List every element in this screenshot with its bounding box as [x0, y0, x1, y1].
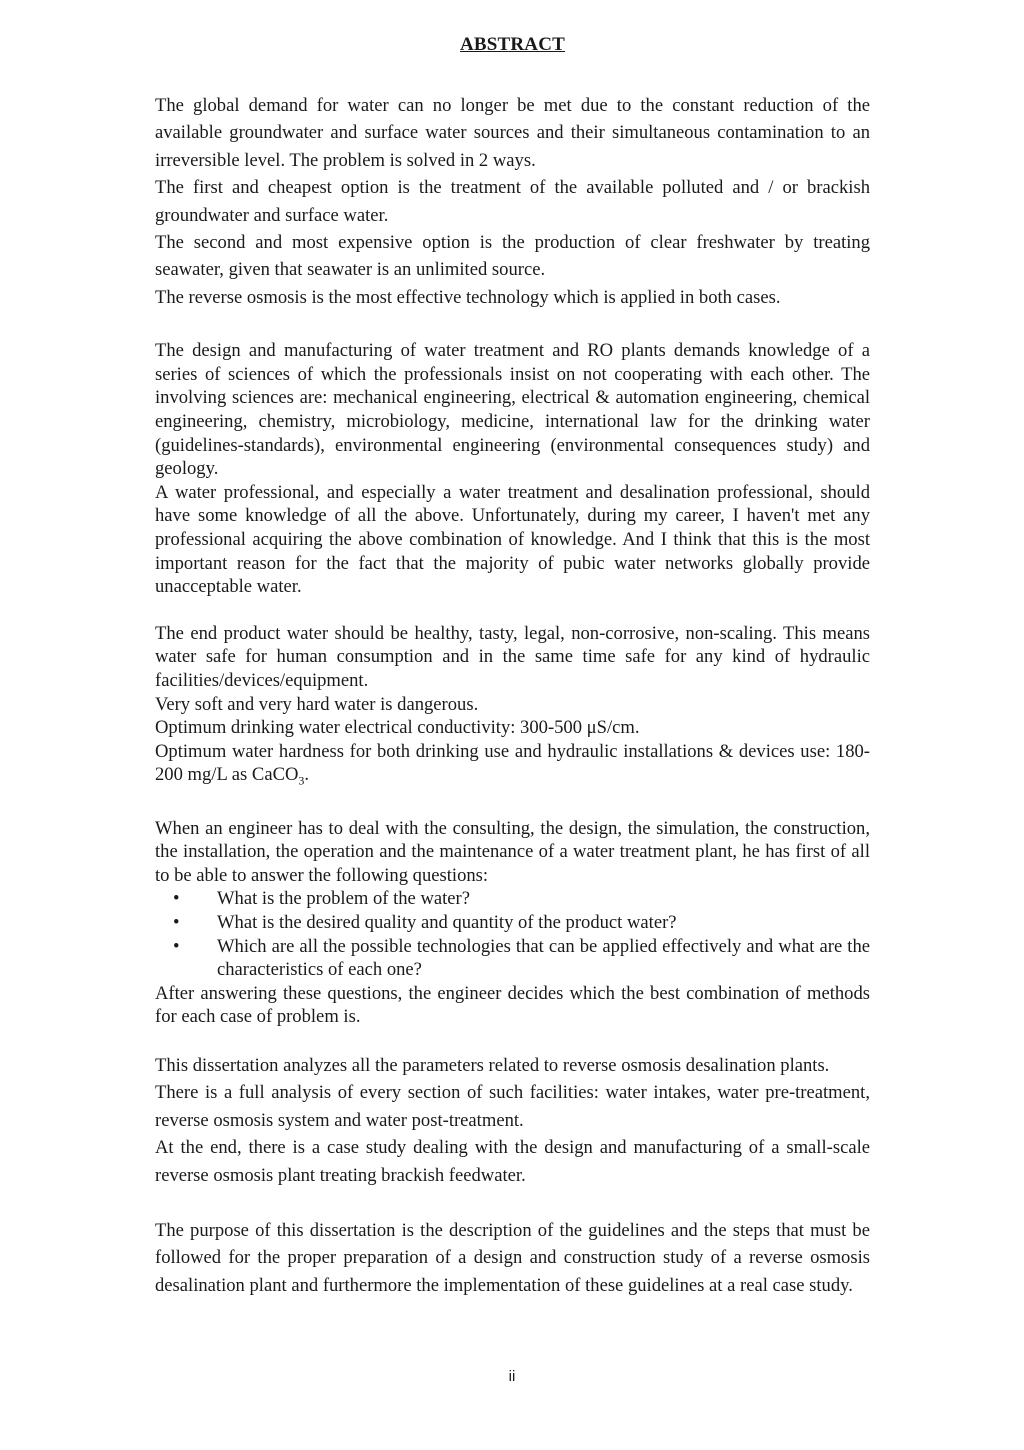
paragraph: Optimum drinking water electrical conductivity: 300-500 μS/cm.	[155, 717, 640, 739]
sciences-section	[155, 339, 870, 599]
paragraph	[155, 740, 870, 794]
list-item: • What is the desired quality and quantity of the product water?	[217, 911, 870, 935]
paragraph: When an engineer has to deal with the consulting, the design, the simulation, the construction, the installation, the operation and the maintenance of a water treatment plant, he has first of all to be able to answer the following questions:	[155, 817, 870, 886]
paragraph: The design and manufacturing of water treatment and RO plants demands knowledge of a series of sciences of which the professionals insist on not cooperating with each other. The involving sciences are: mechanical engineering, electrical & automation engineering, chemical engineering, chemistry, microbiology, medicine, international law for the drinking water (guidelines-standards), environmental engineering (environmental consequences study) and geology.	[155, 340, 870, 480]
paragraph: At the end, there is a case study dealing with the design and manufacturing of a small-scale reverse osmosis plant treating brackish feedwater.	[155, 1137, 870, 1186]
paragraph: The purpose of this dissertation is the description of the guidelines and the steps that must be followed for the proper preparation of a design and construction study of a reverse osmosis desalination plant and furthermore the implementation of these guidelines at a real case study.	[155, 1220, 870, 1296]
paragraph: After answering these questions, the engineer decides which the best combination of methods for each case of problem is.	[155, 982, 870, 1028]
paragraph: There is a full analysis of every section of such facilities: water intakes, water pre-treatment, reverse osmosis system and water post-treatment.	[155, 1082, 870, 1131]
page-number: ii	[508, 1368, 516, 1385]
paragraph: The end product water should be healthy, tasty, legal, non-corrosive, non-scaling. This means water safe for human consumption and in the same time safe for any kind of hydraulic facilities/devices/equipment.	[155, 622, 870, 691]
spacer	[155, 1029, 870, 1052]
spacer	[155, 794, 870, 817]
period: .	[304, 764, 310, 786]
paragraph: The reverse osmosis is the most effective technology which is applied in both cases.	[155, 286, 781, 308]
document-page	[155, 34, 870, 1299]
paragraph: Very soft and very hard water is dangerous.	[155, 693, 479, 715]
paragraph: The first and cheapest option is the treatment of the available polluted and / or brackish groundwater and surface water.	[155, 177, 870, 226]
engineer-questions-section	[155, 817, 870, 1029]
subscript: 3	[298, 774, 305, 789]
paragraph: The global demand for water can no longer be met due to the constant reduction of the available groundwater and surface water sources and their simultaneous contamination to an irreversible level. The problem is solved in 2 ways.	[155, 95, 870, 171]
purpose-section	[155, 1217, 870, 1299]
spacer	[155, 311, 870, 339]
intro-section	[155, 92, 870, 311]
page-title: ABSTRACT	[459, 34, 566, 55]
product-water-section	[155, 622, 870, 794]
list-item: • Which are all the possible technologies that can be applied effectively and what are the characteristics of each one?	[217, 935, 870, 982]
dissertation-section	[155, 1052, 870, 1189]
paragraph: A water professional, and especially a water treatment and desalination professional, should have some knowledge of all the above. Unfortunately, during my career, I haven't met any professional acquiring the above combination of knowledge. And I think that this is the most important reason for the fact that the majority of pubic water networks globally provide unacceptable water.	[155, 481, 870, 598]
paragraph: This dissertation analyzes all the parameters related to reverse osmosis desalination plants.	[155, 1055, 830, 1076]
spacer	[155, 599, 870, 622]
hardness-text: Optimum water hardness for both drinking use and hydraulic installations & devices use: 180-200 mg/L as CaCO	[155, 740, 870, 786]
spacer	[155, 1189, 870, 1217]
list-item: • What is the problem of the water?	[217, 887, 870, 911]
questions-list	[155, 887, 870, 981]
paragraph: The second and most expensive option is the production of clear freshwater by treating seawater, given that seawater is an unlimited source.	[155, 232, 870, 281]
